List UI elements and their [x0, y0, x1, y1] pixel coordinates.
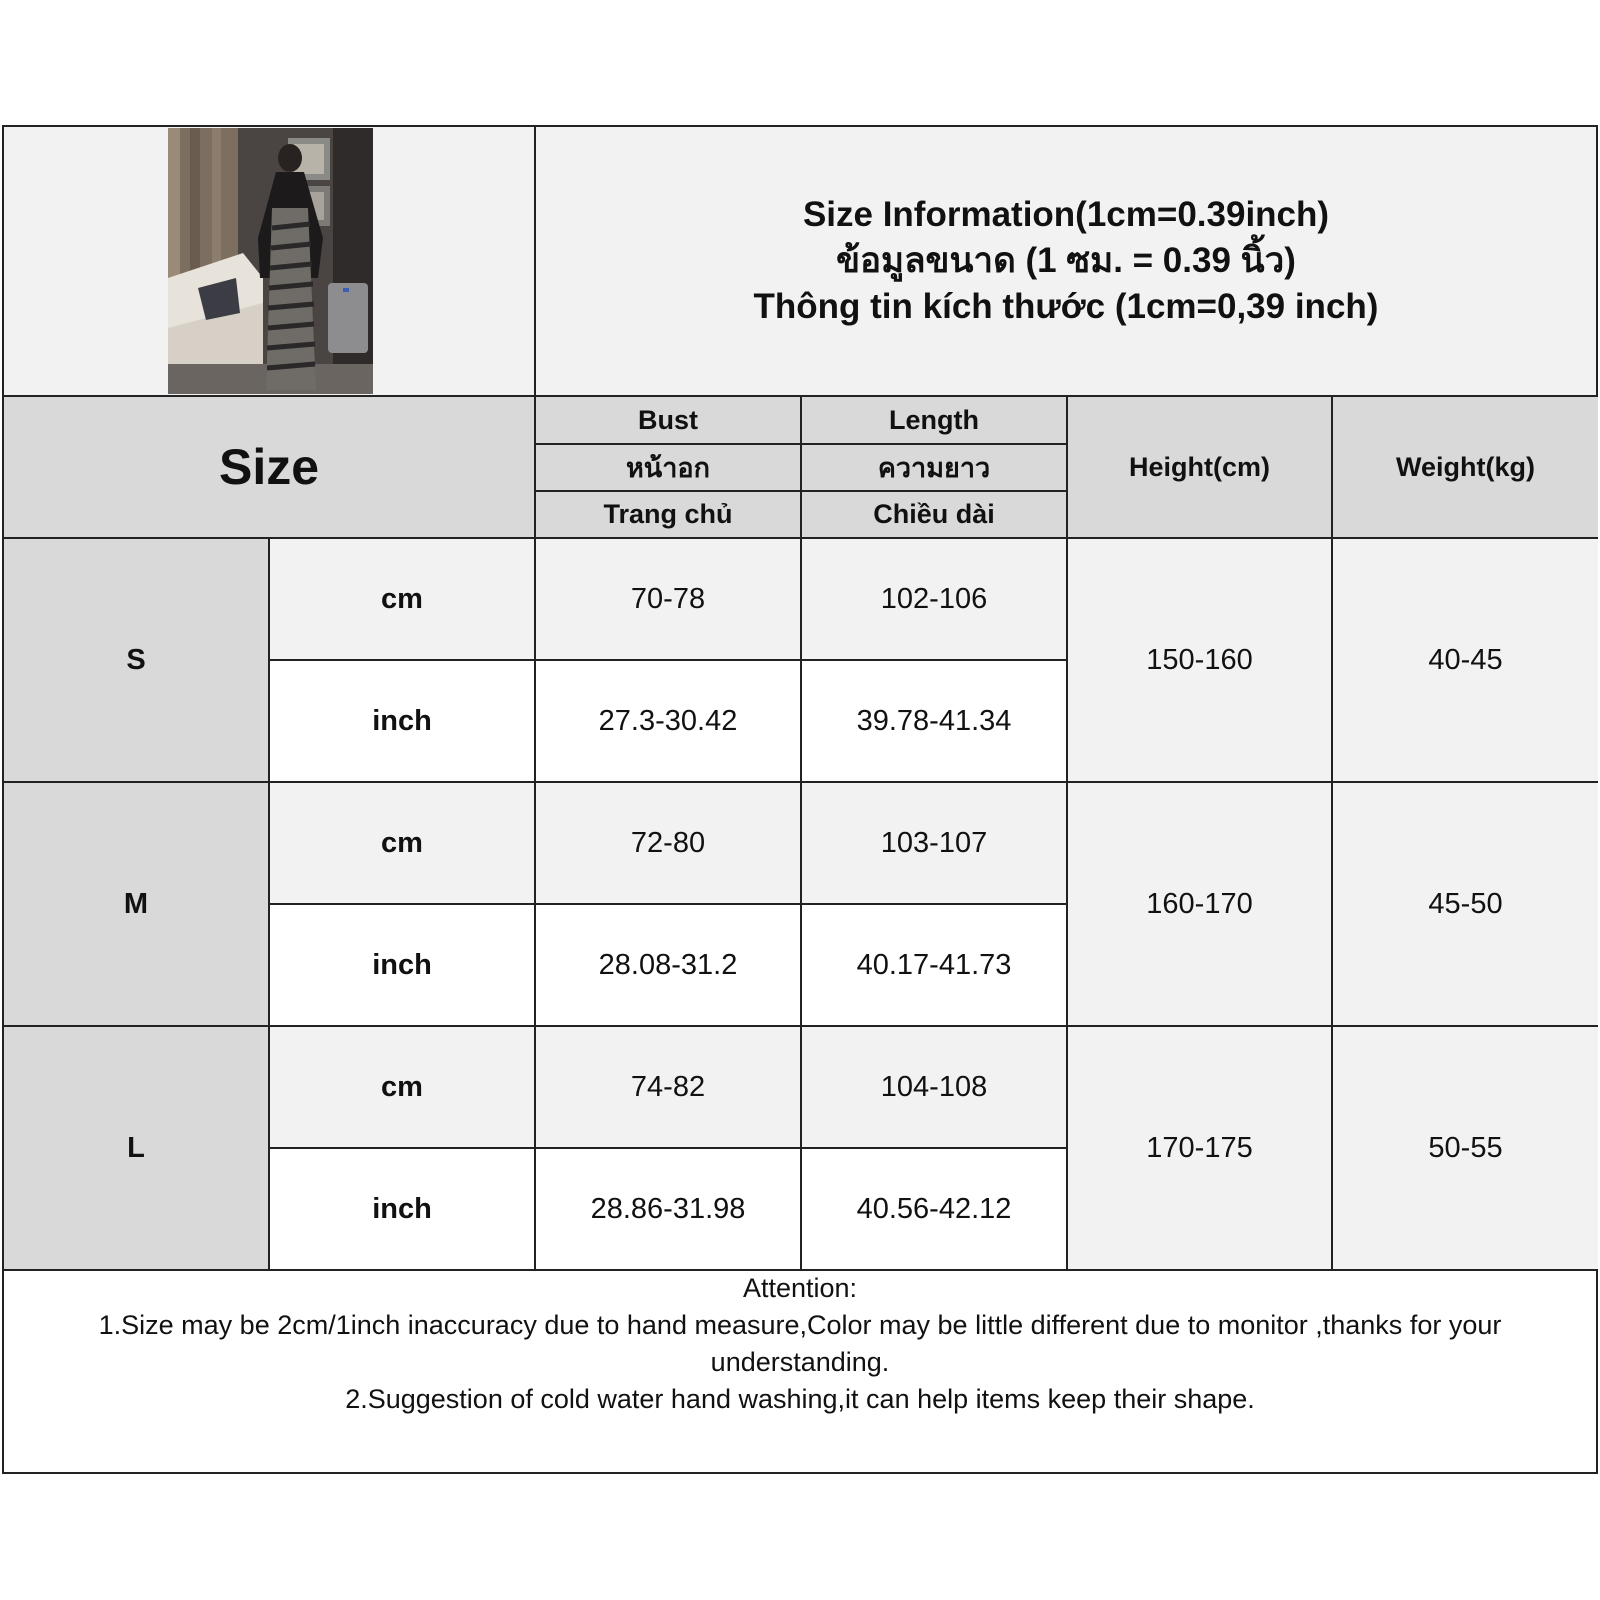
size-s-bust-inch: 27.3-30.42 — [536, 661, 802, 783]
size-s-height: 150-160 — [1068, 539, 1333, 783]
size-s-length-cm: 102-106 — [802, 539, 1068, 661]
size-l-length-inch: 40.56-42.12 — [802, 1149, 1068, 1271]
title-line-english: Size Information(1cm=0.39inch) — [802, 195, 1330, 234]
size-s-weight: 40-45 — [1333, 539, 1598, 783]
size-m-weight: 45-50 — [1333, 783, 1598, 1027]
product-photo — [168, 128, 373, 394]
size-s-inch-label: inch — [270, 661, 536, 783]
size-s-label: S — [4, 539, 270, 783]
length-header-vi: Chiều dài — [802, 492, 1068, 539]
height-header: Height(cm) — [1068, 397, 1333, 539]
size-s-bust-cm: 70-78 — [536, 539, 802, 661]
weight-header: Weight(kg) — [1333, 397, 1598, 539]
attention-notes — [4, 1266, 1596, 1472]
product-photo-cell — [4, 127, 536, 397]
attention-heading: Attention: — [742, 1273, 858, 1303]
size-m-bust-cm: 72-80 — [536, 783, 802, 905]
size-s-length-inch: 39.78-41.34 — [802, 661, 1068, 783]
size-m-cm-label: cm — [270, 783, 536, 905]
size-m-length-inch: 40.17-41.73 — [802, 905, 1068, 1027]
size-m-label: M — [4, 783, 270, 1027]
size-chart — [2, 125, 1598, 1474]
size-l-bust-cm: 74-82 — [536, 1027, 802, 1149]
size-s-cm-label: cm — [270, 539, 536, 661]
size-l-length-cm: 104-108 — [802, 1027, 1068, 1149]
bust-header-vi: Trang chủ — [536, 492, 802, 539]
size-m-inch-label: inch — [270, 905, 536, 1027]
size-information-title — [536, 127, 1598, 397]
attention-note-1: 1.Size may be 2cm/1inch inaccuracy due to hand measure,Color may be little different due to monitor ,thanks for your understanding. — [98, 1310, 1502, 1377]
size-header: Size — [4, 397, 536, 539]
size-m-length-cm: 103-107 — [802, 783, 1068, 905]
size-l-inch-label: inch — [270, 1149, 536, 1271]
size-m-height: 160-170 — [1068, 783, 1333, 1027]
length-header-th: ความยาว — [802, 445, 1068, 492]
bust-header-en: Bust — [536, 397, 802, 445]
size-l-height: 170-175 — [1068, 1027, 1333, 1271]
size-l-label: L — [4, 1027, 270, 1271]
size-l-weight: 50-55 — [1333, 1027, 1598, 1271]
size-l-bust-inch: 28.86-31.98 — [536, 1149, 802, 1271]
attention-note-2: 2.Suggestion of cold water hand washing,it can help items keep their shape. — [345, 1384, 1255, 1414]
title-line-thai: ข้อมูลขนาด (1 ซม. = 0.39 นิ้ว) — [836, 241, 1296, 280]
length-header-en: Length — [802, 397, 1068, 445]
size-l-cm-label: cm — [270, 1027, 536, 1149]
bust-header-th: หน้าอก — [536, 445, 802, 492]
title-line-vietnamese: Thông tin kích thước (1cm=0,39 inch) — [753, 287, 1379, 326]
size-m-bust-inch: 28.08-31.2 — [536, 905, 802, 1027]
